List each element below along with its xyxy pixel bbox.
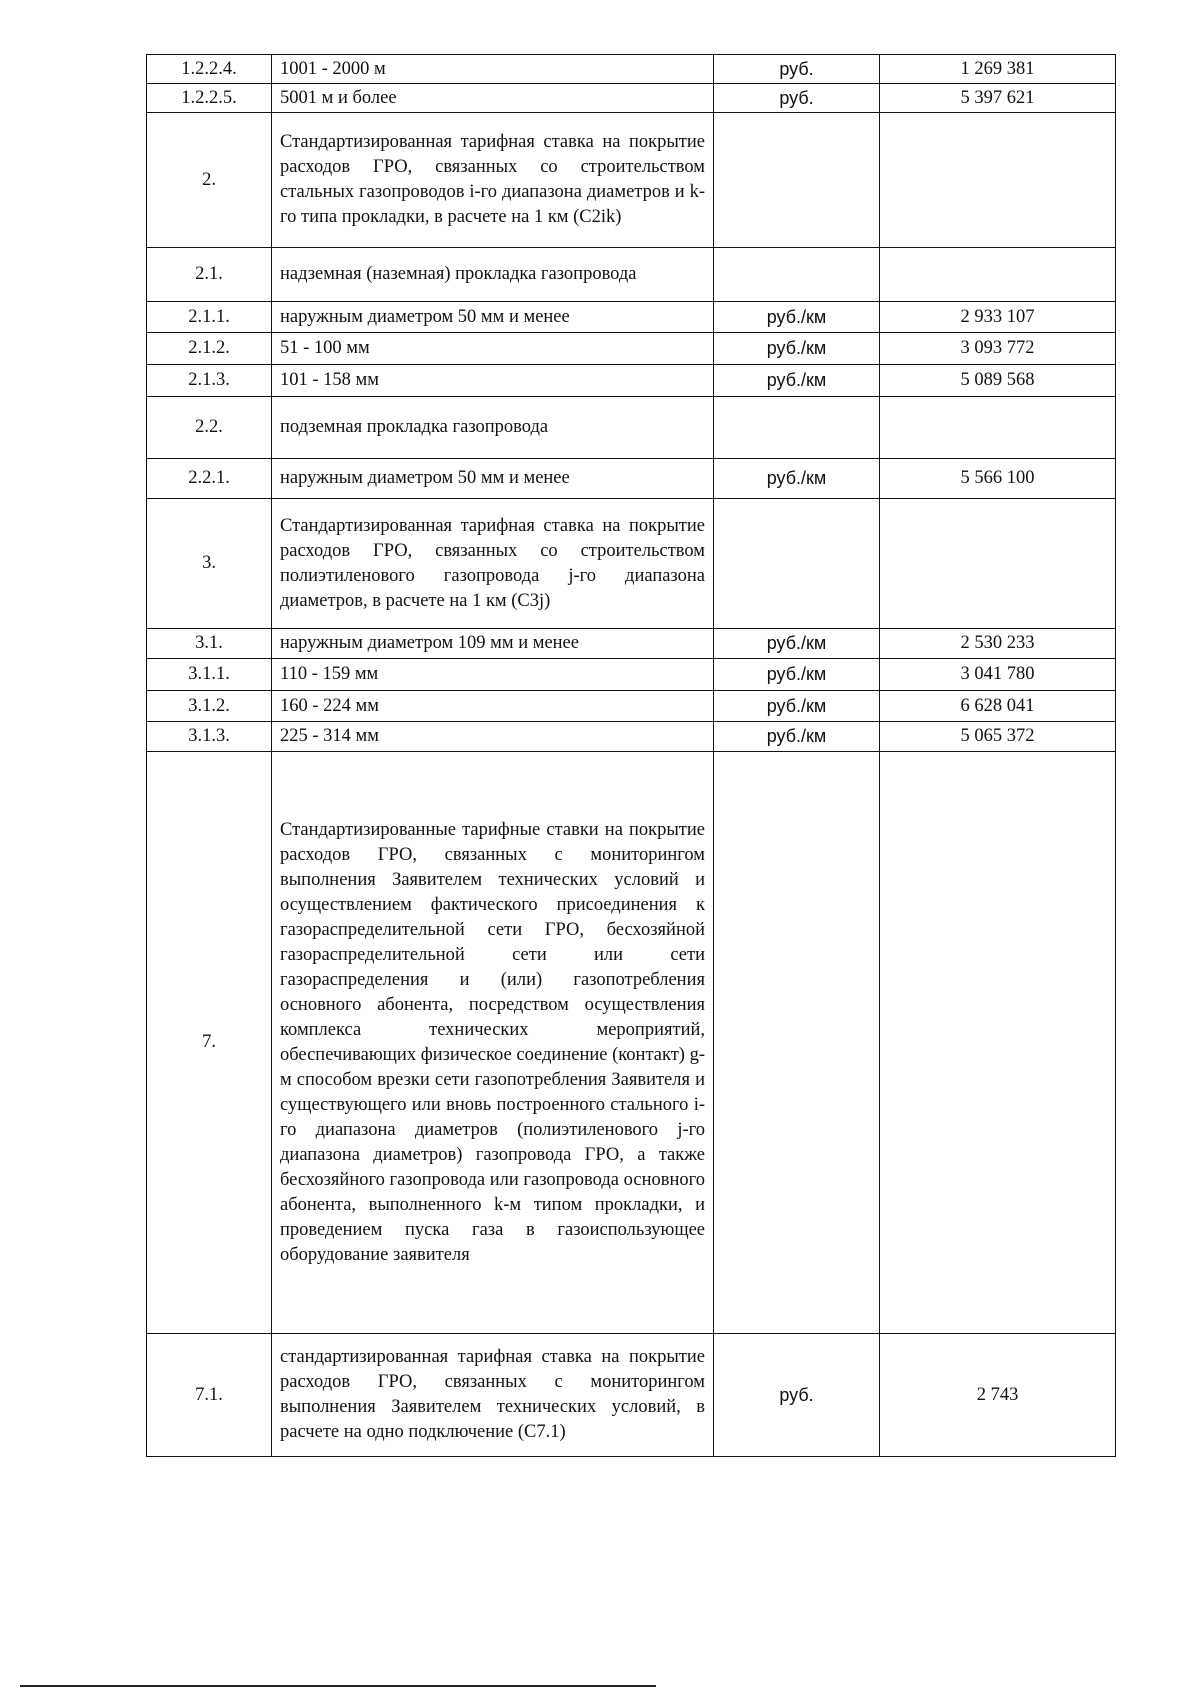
row-name: Стандартизированная тарифная ставка на покрытие расходов ГРО, связанных со строительством полиэтиленового газопровода j-го диапазона диаметров, в расчете на 1 км (C3j): [272, 499, 714, 629]
row-unit: [714, 113, 880, 248]
row-number: 3.1.2.: [147, 691, 272, 722]
row-number: 2.1.: [147, 248, 272, 302]
row-unit: [714, 397, 880, 459]
row-name: Стандартизированная тарифная ставка на покрытие расходов ГРО, связанных со строительством стальных газопроводов i-го диапазона диаметров и k-го типа прокладки, в расчете на 1 км (C2ik): [272, 113, 714, 248]
table-row: [147, 752, 1116, 1334]
row-unit: руб./км: [714, 722, 880, 752]
table-row: [147, 113, 1116, 248]
row-number: 2.2.: [147, 397, 272, 459]
table-row: [147, 629, 1116, 659]
table-row: [147, 55, 1116, 84]
table-row: [147, 302, 1116, 333]
table-row: [147, 248, 1116, 302]
row-name: 5001 м и более: [272, 84, 714, 113]
row-name: 1001 - 2000 м: [272, 55, 714, 84]
row-value: 5 397 621: [880, 84, 1116, 113]
table-row: [147, 333, 1116, 365]
row-number: 7.: [147, 752, 272, 1334]
row-unit: руб./км: [714, 629, 880, 659]
row-number: 1.2.2.4.: [147, 55, 272, 84]
row-value: 5 089 568: [880, 365, 1116, 397]
row-value: 2 933 107: [880, 302, 1116, 333]
row-value: 3 041 780: [880, 659, 1116, 691]
row-name: подземная прокладка газопровода: [272, 397, 714, 459]
row-value: [880, 752, 1116, 1334]
row-name: наружным диаметром 50 мм и менее: [272, 459, 714, 499]
row-unit: руб.: [714, 55, 880, 84]
row-unit: руб./км: [714, 302, 880, 333]
row-name: Стандартизированные тарифные ставки на покрытие расходов ГРО, связанных с мониторингом выполнения Заявителем технических условий и осуществлением фактического присоединения к газораспределительной сети ГРО, бесхозяйной газораспределительной сети или сети газораспределения и (или) газопотребления основного абонента, посредством осуществления комплекса технических мероприятий, обеспечивающих физическое соединение (контакт) g-м способом врезки сети газопотребления Заявителя и существующего или вновь построенного стального i-го диапазона диаметров (полиэтиленового j-го диапазона диаметров) газопровода ГРО, а также бесхозяйного газопровода или газопровода основного абонента, выполненного k-м типом прокладки, и проведением пуска газа в газоиспользующее оборудование заявителя: [272, 752, 714, 1334]
row-name: 51 - 100 мм: [272, 333, 714, 365]
table-row: [147, 691, 1116, 722]
row-unit: руб./км: [714, 333, 880, 365]
row-unit: [714, 752, 880, 1334]
table-row: [147, 659, 1116, 691]
row-unit: руб./км: [714, 365, 880, 397]
row-value: [880, 499, 1116, 629]
table-row: [147, 397, 1116, 459]
row-value: 5 566 100: [880, 459, 1116, 499]
table-row: [147, 365, 1116, 397]
row-name: надземная (наземная) прокладка газопровода: [272, 248, 714, 302]
row-value: 1 269 381: [880, 55, 1116, 84]
row-unit: руб.: [714, 1334, 880, 1457]
row-value: [880, 397, 1116, 459]
row-unit: руб.: [714, 84, 880, 113]
table-row: [147, 1334, 1116, 1457]
row-name: 101 - 158 мм: [272, 365, 714, 397]
row-unit: руб./км: [714, 691, 880, 722]
row-unit: [714, 499, 880, 629]
row-name: стандартизированная тарифная ставка на покрытие расходов ГРО, связанных с мониторингом выполнения Заявителем технических условий, в расчете на одно подключение (C7.1): [272, 1334, 714, 1457]
row-value: 2 530 233: [880, 629, 1116, 659]
row-name: 110 - 159 мм: [272, 659, 714, 691]
row-value: [880, 248, 1116, 302]
row-value: 5 065 372: [880, 722, 1116, 752]
row-number: 2.1.3.: [147, 365, 272, 397]
row-number: 7.1.: [147, 1334, 272, 1457]
row-unit: [714, 248, 880, 302]
row-unit: руб./км: [714, 659, 880, 691]
footnote-separator-line: [20, 1685, 656, 1687]
table-row: [147, 499, 1116, 629]
row-value: 3 093 772: [880, 333, 1116, 365]
row-name: 160 - 224 мм: [272, 691, 714, 722]
row-number: 3.1.1.: [147, 659, 272, 691]
row-number: 3.: [147, 499, 272, 629]
tariff-table: [146, 54, 1116, 1457]
table-row: [147, 84, 1116, 113]
row-value: 6 628 041: [880, 691, 1116, 722]
row-name: 225 - 314 мм: [272, 722, 714, 752]
table-row: [147, 722, 1116, 752]
row-number: 2.1.2.: [147, 333, 272, 365]
row-unit: руб./км: [714, 459, 880, 499]
row-value: [880, 113, 1116, 248]
row-value: 2 743: [880, 1334, 1116, 1457]
row-name: наружным диаметром 50 мм и менее: [272, 302, 714, 333]
row-number: 1.2.2.5.: [147, 84, 272, 113]
row-number: 2.2.1.: [147, 459, 272, 499]
row-number: 2.: [147, 113, 272, 248]
table-row: [147, 459, 1116, 499]
row-number: 2.1.1.: [147, 302, 272, 333]
row-name: наружным диаметром 109 мм и менее: [272, 629, 714, 659]
row-number: 3.1.: [147, 629, 272, 659]
row-number: 3.1.3.: [147, 722, 272, 752]
